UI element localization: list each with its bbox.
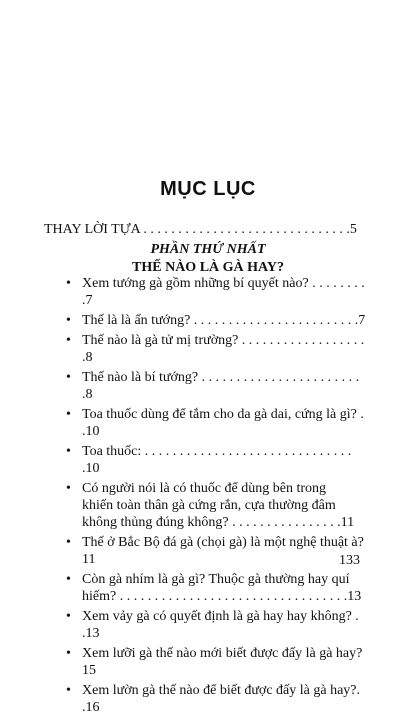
- page-title: MỤC LỤC: [160, 178, 256, 200]
- toc-entry-text: Có người nói là có thuốc để dùng bên trong khiến toàn thân gà cứng rắn, cựa thường đâm không thủng đúng không? . . . . . . . . . . . . . . . .11: [82, 481, 355, 530]
- toc-item: [66, 406, 366, 440]
- bullet-icon: •: [66, 444, 71, 459]
- toc-entry-text: Xem tướng gà gồm những bí quyết nào? . . . . . . . . .7: [82, 276, 365, 308]
- toc-list: [66, 275, 366, 719]
- toc-item: [66, 682, 366, 716]
- toc-entry-text: Xem lưỡi gà thế nào mới biết được đấy là gà hay? 15: [82, 646, 363, 678]
- toc-item: [66, 312, 366, 329]
- bullet-icon: •: [66, 535, 71, 550]
- bullet-icon: •: [66, 572, 71, 587]
- toc-entry-text: Còn gà nhím là gà gì? Thuộc gà thường hay quí hiếm? . . . . . . . . . . . . . . . . . . . . . . . . . . . . . . . . .13: [82, 572, 362, 604]
- bullet-icon: •: [66, 646, 71, 661]
- bullet-icon: •: [66, 683, 71, 698]
- page-number: 133: [339, 553, 360, 568]
- part-subtitle: THẾ NÀO LÀ GÀ HAY?: [132, 260, 284, 275]
- toc-entry-text: Xem lườn gà thế nào để biết được đấy là gà hay?. .16: [82, 683, 360, 715]
- toc-item: [66, 369, 366, 403]
- part-heading: PHẦN THỨ NHẤT: [150, 242, 266, 257]
- bullet-icon: •: [66, 276, 71, 291]
- toc-entry-text: Xem vảy gà có quyết định là gà hay hay không? . .13: [82, 609, 359, 641]
- toc-entry-text: Thế ở Bắc Bộ đá gà (chọi gà) là một nghệ thuật à? 11: [82, 535, 364, 567]
- toc-item: [66, 571, 366, 605]
- bullet-icon: •: [66, 313, 71, 328]
- bullet-icon: •: [66, 407, 71, 422]
- toc-item: [66, 332, 366, 366]
- toc-item: [66, 480, 366, 531]
- bullet-icon: •: [66, 370, 71, 385]
- bullet-icon: •: [66, 333, 71, 348]
- toc-item: [66, 645, 366, 679]
- toc-entry-text: Toa thuốc: . . . . . . . . . . . . . . . . . . . . . . . . . . . . . . .10: [82, 444, 352, 476]
- bullet-icon: •: [66, 609, 71, 624]
- toc-preface-entry: THAY LỜI TỰA . . . . . . . . . . . . . . . . . . . . . . . . . . . . . .5: [44, 222, 357, 237]
- toc-entry-text: Thế nào là bí tướng? . . . . . . . . . . . . . . . . . . . . . . . .8: [82, 370, 360, 402]
- toc-entry-text: Thế nào là gà tử mị trường? . . . . . . . . . . . . . . . . . . .8: [82, 333, 365, 365]
- bullet-icon: •: [66, 481, 71, 496]
- toc-item: [66, 443, 366, 477]
- toc-item: [66, 608, 366, 642]
- toc-item: [66, 275, 366, 309]
- toc-entry-text: Toa thuốc dùng để tắm cho da gà dai, cứng là gì? . .10: [82, 407, 364, 439]
- toc-entry-text: Thế là là ấn tướng? . . . . . . . . . . . . . . . . . . . . . . . .7: [82, 313, 366, 328]
